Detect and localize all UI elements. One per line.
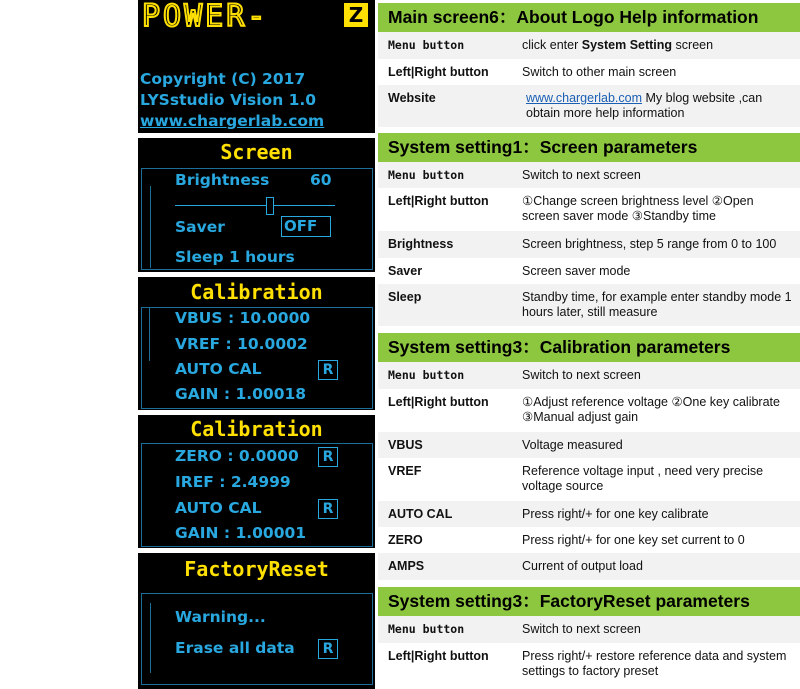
slider-knob[interactable]: [266, 197, 274, 215]
table-row: [378, 85, 800, 127]
row-key: Sleep: [388, 290, 422, 304]
row-value: Press right/+ restore reference data and system settings to factory preset: [522, 649, 787, 678]
saver-value: OFF: [284, 217, 318, 235]
row-value: Reference voltage input , need very precise voltage source: [522, 464, 764, 493]
row-value-post: screen: [672, 38, 714, 52]
row-value: Switch to next screen: [522, 168, 641, 182]
table-row: [378, 643, 800, 687]
row-key: VREF: [388, 464, 422, 478]
table-row: [378, 432, 800, 458]
row-value: Current of output load: [522, 559, 643, 573]
table-row: [378, 389, 800, 432]
row-value-pre: click enter: [522, 38, 582, 52]
row-value: Screen saver mode: [522, 264, 631, 278]
autocal-label: AUTO CAL: [175, 360, 262, 378]
section-title: System setting3：Calibration parameters: [378, 333, 800, 362]
row-key: AMPS: [388, 559, 425, 573]
table-row: [378, 362, 800, 389]
autocal-label: AUTO CAL: [175, 499, 262, 517]
row-value: Voltage measured: [522, 438, 623, 452]
row-value: Press right/+ for one key set current to 0: [522, 533, 745, 547]
table-row: [378, 527, 800, 553]
row-value-bold: System Setting: [581, 38, 673, 52]
power-z-logo: [142, 0, 372, 34]
saver-label: Saver: [175, 218, 225, 236]
row-value: ①Adjust reference voltage ②One key calibrate ③Manual adjust gain: [522, 395, 780, 424]
brightness-value: 60: [310, 171, 332, 189]
row-key: Left|Right button: [388, 65, 489, 79]
row-key: AUTO CAL: [388, 507, 453, 521]
copyright-text: Copyright (C) 2017: [140, 70, 306, 88]
section-screen-parameters: [378, 133, 800, 326]
version-text: LYSstudio Vision 1.0: [140, 91, 317, 109]
row-key: Left|Right button: [388, 194, 489, 208]
cal1-frame-tab: [141, 307, 150, 361]
website-link[interactable]: www.chargerlab.com: [526, 91, 643, 105]
oled-screen-settings: [138, 138, 375, 272]
vbus-reading: VBUS : 10.0000: [175, 309, 311, 327]
calibration-title: Calibration: [190, 417, 323, 441]
section-title: System setting3：FactoryReset parameters: [378, 587, 800, 616]
row-key: VBUS: [388, 438, 423, 452]
iref-reading: IREF : 2.4999: [175, 473, 291, 491]
section-title: System setting1：Screen parameters: [378, 133, 800, 162]
table-row: [378, 32, 800, 59]
erase-label: Erase all data: [175, 639, 295, 657]
autocal-r-button[interactable]: R: [318, 360, 338, 380]
brightness-label: Brightness: [175, 171, 270, 189]
gain-reading: GAIN : 1.00018: [175, 385, 307, 403]
table-row: [378, 458, 800, 501]
logo-text: POWER-: [142, 0, 269, 34]
website-description: My blog website ,can obtain more help information: [526, 91, 763, 120]
section-rows: [378, 32, 800, 127]
section-rows: [378, 162, 800, 326]
oled-factory-reset: [138, 553, 375, 689]
table-row: [378, 284, 800, 326]
row-key: Brightness: [388, 237, 454, 251]
row-value: [526, 91, 794, 121]
table-row: [378, 501, 800, 527]
row-value: Screen brightness, step 5 range from 0 to 100: [522, 237, 777, 251]
row-key: Saver: [388, 264, 423, 278]
oled-about-screen: [138, 0, 375, 133]
warning-text: Warning...: [175, 608, 266, 626]
calibration-title: Calibration: [190, 280, 323, 304]
row-value: Switch to next screen: [522, 622, 641, 636]
screen-title: Screen: [220, 140, 293, 164]
section-factoryreset-parameters: [378, 587, 800, 687]
row-key: Menu button: [388, 622, 465, 636]
row-key: ZERO: [388, 533, 423, 547]
gain-reading: GAIN : 1.00001: [175, 524, 307, 542]
row-key: Menu button: [388, 368, 465, 382]
zero-reading: ZERO : 0.0000: [175, 447, 299, 465]
zero-r-button[interactable]: R: [318, 447, 338, 467]
table-row: [378, 188, 800, 231]
row-key: Left|Right button: [388, 395, 489, 409]
row-value: Switch to other main screen: [522, 65, 677, 79]
website-text: www.chargerlab.com: [140, 112, 325, 130]
row-key: Menu button: [388, 168, 465, 182]
autocal-r-button[interactable]: R: [318, 499, 338, 519]
screen-frame-tab: [141, 186, 151, 268]
table-row: [378, 553, 800, 580]
oled-calibration-1: [138, 277, 375, 410]
row-key: Website: [388, 91, 436, 105]
table-row: [378, 258, 800, 284]
vref-reading: VREF : 10.0002: [175, 335, 308, 353]
row-key: Left|Right button: [388, 649, 489, 663]
table-row: [378, 616, 800, 643]
logo-z-badge: Z: [344, 3, 368, 27]
table-row: [378, 59, 800, 85]
table-row: [378, 231, 800, 258]
row-value: Press right/+ for one key calibrate: [522, 507, 709, 521]
factory-reset-title: FactoryReset: [184, 557, 329, 581]
row-key: Menu button: [388, 38, 465, 52]
row-value: ①Change screen brightness level ②Open screen saver mode ③Standby time: [522, 194, 754, 223]
erase-r-button[interactable]: R: [318, 639, 338, 659]
sleep-label: Sleep 1 hours: [175, 248, 295, 266]
section-main-screen6: [378, 3, 800, 127]
row-value: Switch to next screen: [522, 368, 641, 382]
slider-track: [175, 205, 335, 206]
section-rows: [378, 362, 800, 580]
saver-toggle[interactable]: [281, 216, 331, 237]
reset-frame-tab: [141, 603, 151, 673]
table-row: [378, 162, 800, 188]
row-value: Standby time, for example enter standby mode 1 hours later, still measure: [522, 290, 792, 319]
section-rows: [378, 616, 800, 687]
row-value: [522, 38, 794, 53]
oled-calibration-2: [138, 415, 375, 548]
brightness-slider[interactable]: [175, 197, 335, 215]
section-calibration-parameters: [378, 333, 800, 580]
section-title: Main screen6：About Logo Help information: [378, 3, 800, 32]
